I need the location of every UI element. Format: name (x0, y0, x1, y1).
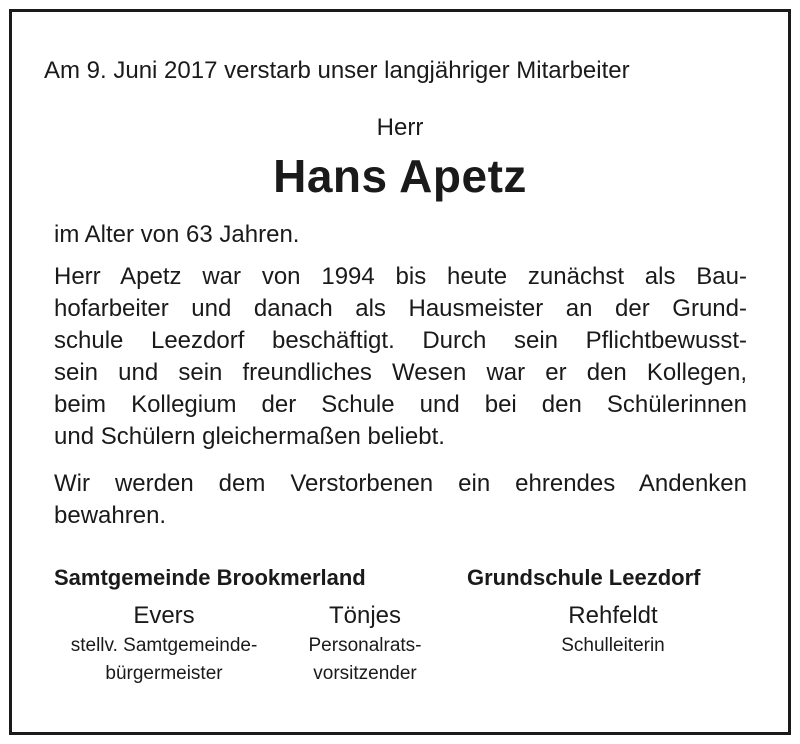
org-samtgemeinde: Samtgemeinde Brookmerland (54, 565, 366, 590)
signer-role: bürgermeister (105, 663, 223, 684)
bio-line: und Schülern gleichermaßen beliebt. (54, 423, 445, 450)
bio-line: hofarbeiter und danach als Hausmeister an der Grund- (54, 295, 747, 322)
signer-role: Personalrats- (308, 635, 422, 656)
signer-name: Rehfeldt (568, 602, 658, 629)
closing-text (54, 468, 747, 532)
notice-lead: Am 9. Juni 2017 verstarb unser langjähriger Mitarbeiter (44, 57, 630, 84)
bio-line: sein und sein freundliches Wesen war er den Kollegen, (54, 359, 747, 386)
signer-role: Schulleiterin (561, 635, 665, 656)
org-grundschule: Grundschule Leezdorf (467, 565, 701, 590)
closing-line: bewahren. (54, 502, 167, 529)
closing-line: Wir werden dem Verstorbenen ein ehrendes Andenken (54, 470, 747, 497)
bio-line: schule Leezdorf beschäftigt. Durch sein Pflichtbewusst- (54, 327, 747, 354)
bio-line: beim Kollegium der Schule und bei den Schülerinnen (54, 391, 747, 418)
age-line: im Alter von 63 Jahren. (54, 221, 300, 248)
signer-name: Tönjes (328, 602, 402, 629)
signer-role: vorsitzender (313, 663, 417, 684)
biography (54, 261, 747, 453)
signature-rehfeldt (533, 600, 693, 660)
signature-toenjes (285, 600, 445, 688)
salutation: Herr (376, 114, 424, 141)
signer-role: stellv. Samtgemeinde- (70, 635, 258, 656)
signer-name: Evers (133, 602, 195, 629)
bio-line: Herr Apetz war von 1994 bis heute zunächst als Bau- (54, 263, 747, 290)
deceased-name: Hans Apetz (273, 150, 527, 202)
signature-evers (44, 600, 284, 688)
